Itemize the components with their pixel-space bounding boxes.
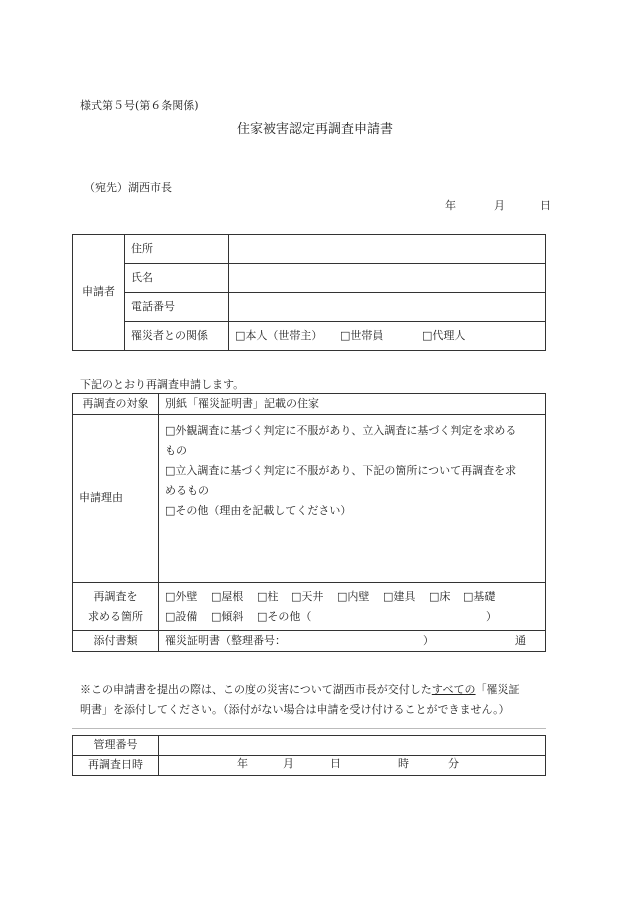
relation-option-member[interactable]: □世帯員 (340, 328, 384, 342)
places-label-line2: 求める箇所 (88, 609, 143, 623)
dt-year: 年 (237, 756, 248, 770)
place-other-close: ） (486, 609, 497, 623)
relation-option-self[interactable]: □本人（世帯主） (235, 328, 323, 342)
reason-option-exterior-cont: もの (165, 444, 187, 457)
admin-datetime-field[interactable] (159, 756, 546, 776)
place-pillar[interactable]: □柱 (257, 589, 279, 603)
note-line1-post: 「罹災証 (475, 683, 520, 696)
places-options (159, 583, 546, 631)
note-line1-underlined: すべての (431, 683, 476, 696)
date-year: 年 (445, 199, 456, 212)
reason-label: 申請理由 (73, 415, 159, 583)
dt-minute: 分 (448, 756, 459, 770)
relation-option-agent[interactable]: □代理人 (422, 328, 466, 342)
applicant-table (72, 234, 546, 351)
note (80, 680, 550, 720)
applicant-label: 申請者 (73, 235, 125, 351)
attachments-unit: 通 (515, 633, 526, 647)
note-line1-pre: ※この申請書を提出の際は、この度の災害について湖西市長が交付した (80, 683, 432, 696)
place-tilt[interactable]: □傾斜 (211, 609, 244, 623)
dt-month: 月 (283, 756, 294, 770)
admin-datetime-label: 再調査日時 (73, 756, 159, 776)
place-ceiling[interactable]: □天井 (291, 589, 324, 603)
target-value: 別紙「罹災証明書」記載の住家 (159, 394, 546, 415)
name-field[interactable] (229, 264, 546, 293)
place-other[interactable]: □その他（ (257, 609, 312, 623)
admin-table (72, 735, 546, 776)
reason-option-interior-cont: めるもの (165, 484, 209, 497)
target-label: 再調査の対象 (73, 394, 159, 415)
phone-label: 電話番号 (125, 293, 229, 322)
address-field[interactable] (229, 235, 546, 264)
attachments-text: 罹災証明書（整理番号： (165, 633, 286, 647)
places-label-line1: 再調査を (93, 589, 138, 603)
date-month: 月 (494, 199, 505, 212)
place-fittings[interactable]: □建具 (383, 589, 416, 603)
place-outer-wall[interactable]: □外壁 (165, 589, 198, 603)
request-table (72, 393, 546, 652)
intro-text: 下記のとおり再調査申請します。 (80, 378, 245, 391)
address-label: 住所 (125, 235, 229, 264)
place-foundation[interactable]: □基礎 (463, 589, 496, 603)
note-line2: 明書」を添付してください。（添付がない場合は申請を受け付けることができません。） (80, 703, 510, 716)
divider (72, 728, 546, 729)
date-line (445, 197, 555, 213)
place-equipment[interactable]: □設備 (165, 609, 198, 623)
place-floor[interactable]: □床 (429, 589, 451, 603)
name-label: 氏名 (125, 264, 229, 293)
page-title: 住家被害認定再調査申請書 (236, 122, 393, 137)
admin-number-field[interactable] (159, 736, 546, 756)
phone-field[interactable] (229, 293, 546, 322)
dt-day: 日 (330, 756, 341, 770)
reason-option-interior[interactable]: □立入調査に基づく判定に不服があり、下記の箇所について再調査を求 (165, 464, 517, 477)
reason-option-other[interactable]: □その他（理由を記載してください） (165, 504, 352, 517)
place-inner-wall[interactable]: □内壁 (337, 589, 370, 603)
reason-option-exterior[interactable]: □外観調査に基づく判定に不服があり、立入調査に基づく判定を求める (165, 424, 517, 437)
places-row-2 (165, 607, 539, 627)
admin-number-label: 管理番号 (73, 736, 159, 756)
attachments-label: 添付書類 (73, 631, 159, 652)
attachments-close: ） (423, 633, 434, 647)
relation-options (229, 322, 546, 351)
attachments-value (159, 631, 546, 652)
reason-options (159, 415, 546, 583)
dt-hour: 時 (398, 756, 409, 770)
form-number: 様式第５号(第６条関係) (80, 99, 199, 112)
date-day: 日 (540, 199, 551, 212)
relation-label: 罹災者との関係 (125, 322, 229, 351)
places-row-1 (165, 587, 539, 607)
addressee: （宛先）湖西市長 (84, 181, 172, 194)
places-label (73, 583, 159, 631)
place-roof[interactable]: □屋根 (211, 589, 244, 603)
